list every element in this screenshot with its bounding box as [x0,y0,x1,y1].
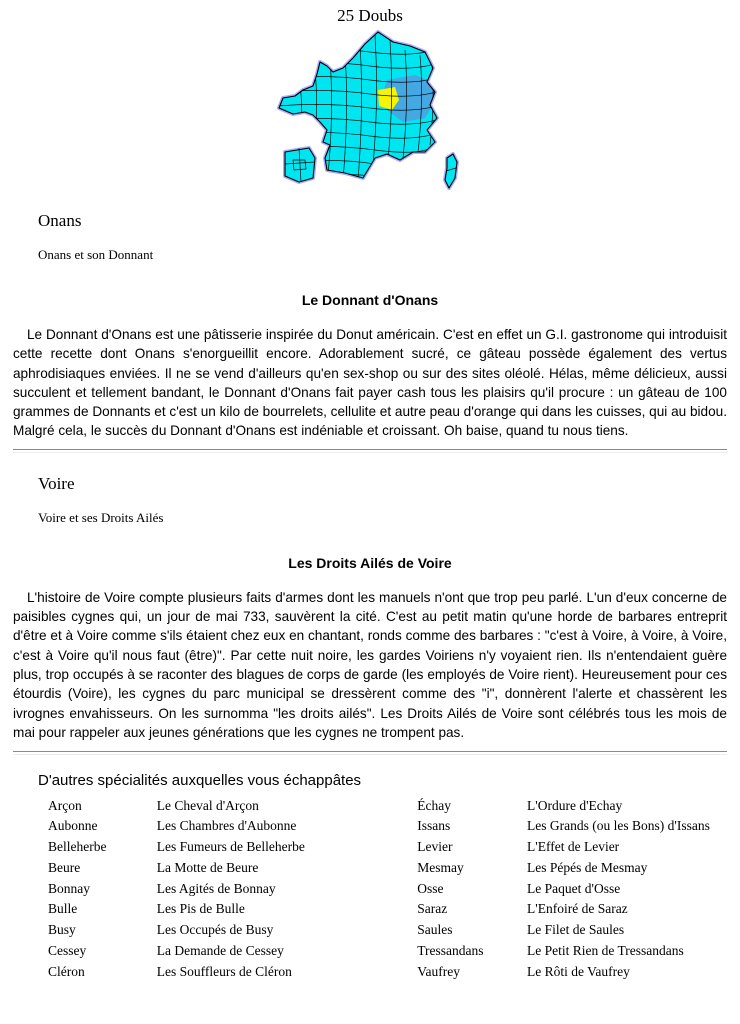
section-divider [13,449,727,453]
item-cell: Le Cheval d'Arçon [156,797,259,813]
item-cell: La Motte de Beure [156,859,259,875]
table-row [48,816,727,837]
item-cell: Les Chambres d'Aubonne [156,818,297,834]
place-cell: Issans [417,818,451,834]
item-cell: Les Grands (ou les Bons) d'Issans [527,818,710,834]
item-cell: L'Effet de Levier [527,839,620,855]
corsica [445,154,457,188]
specialties-heading: D'autres spécialités auxquelles vous échappâtes [38,772,362,790]
item-cell: Le Rôti de Vaufrey [527,963,630,979]
item-cell: Les Occupés de Busy [156,922,274,938]
place-cell: Échay [417,797,451,813]
article-title-droits-ailes: Les Droits Ailés de Voire [288,554,452,571]
place-cell: Tressandans [417,943,484,959]
table-row [48,920,727,941]
table-row [48,858,727,879]
place-cell: Bonnay [48,880,90,896]
table-row [48,878,727,899]
place-cell: Cessey [48,943,87,959]
france-map [13,30,727,190]
section-heading-voire: Voire [38,473,75,493]
table-row [48,837,727,858]
article-title-donnant: Le Donnant d'Onans [301,292,439,308]
item-cell: Les Pis de Bulle [156,901,245,917]
place-cell: Levier [417,839,453,855]
place-cell: Saraz [417,901,448,917]
item-cell: L'Ordure d'Echay [527,797,623,813]
section-subheading-onans: Onans et son Donnant [38,247,154,262]
section-heading-onans: Onans [38,211,82,230]
item-cell: Le Filet de Saules [527,922,625,938]
place-cell: Saules [417,922,453,938]
item-cell: Les Pépés de Mesmay [527,859,648,875]
place-cell: Beure [48,859,81,875]
place-cell: Belleherbe [48,839,107,855]
table-row [48,961,727,982]
item-cell: L'Enfoiré de Saraz [527,901,628,917]
item-cell: Les Agités de Bonnay [156,880,276,896]
table-row [48,941,727,962]
place-cell: Osse [417,880,444,896]
item-cell: Le Petit Rien de Tressandans [527,943,684,959]
place-cell: Bulle [48,901,78,917]
place-cell: Vaufrey [417,963,460,979]
item-cell: Les Souffleurs de Cléron [156,963,292,979]
item-cell: Le Paquet d'Osse [527,880,621,896]
table-row [48,899,727,920]
specialties-table [48,795,727,982]
france-map-graphic [275,30,465,190]
item-cell: Les Fumeurs de Belleherbe [156,839,305,855]
section-divider [13,751,727,755]
paris-inset [285,148,315,182]
place-cell: Cléron [48,963,85,979]
place-cell: Arçon [48,797,82,813]
section-subheading-voire: Voire et ses Droits Ailés [38,509,164,525]
article-body-donnant: Le Donnant d'Onans est une pâtisserie inspirée du Donut américain. C'est en effet un G.I. gastronome qui introduisit cette recette dont Onans s'enorgueillit encore. Adorablement sucré, ce gâteau possède également des vertus aphrodisiaques enviées. Il ne se vend d'ailleurs qu'en sex-shop ou sur des sites oléolé. Hélas, même délicieux, aussi succulent et tellement bandant, le Donnant d'Onans fait payer cash tous les plaisirs qu'il procure : un gâteau de 100 grammes de Donnants et c'est un kilo de bourrelets, cellulite et autre peau d'orange qui dans les cuisses, qui au bidou. Malgré cela, le succès du Donnant d'Onans est indéniable et croissant. Oh baise, quand tu nous tiens. [13,327,728,439]
page-title: 25 Doubs [337,6,403,25]
place-cell: Aubonne [48,818,98,834]
table-row [48,795,727,816]
place-cell: Mesmay [417,859,464,875]
place-cell: Busy [48,922,76,938]
article-body-droits-ailes: L'histoire de Voire compte plusieurs faits d'armes dont les manuels n'ont que trop peu parlé. L'un d'eux concerne de paisibles cygnes qui, un jour de mai 733, sauvèrent la cité. C'est au petit matin qu'une horde de barbares entreprit d'être et à Voire comme s'ils étaient chez eux en chantant, ronds comme des barbares : "c'est à Voire, à Voire, à Voire, c'est à Voire qu'il nous faut (être)". Par cette nuit noire, les gardes Voiriens n'y voyaient rien. Ils n'entendaient guère plus, trop occupés à se raconter des blagues de corps de garde (les employés de Voire rient). Heureusement pour ces étourdis (Voire), les cygnes du parc municipal se dressèrent comme des "i", donnèrent l'alerte et chassèrent les ivrognes envahisseurs. On les surnomma "les droits ailés". Les Droits Ailés de Voire sont célébrés tous les mois de mai pour rappeler aux jeunes générations que les cygnes ne trompent pas. [13,589,727,740]
item-cell: La Demande de Cessey [156,943,284,959]
